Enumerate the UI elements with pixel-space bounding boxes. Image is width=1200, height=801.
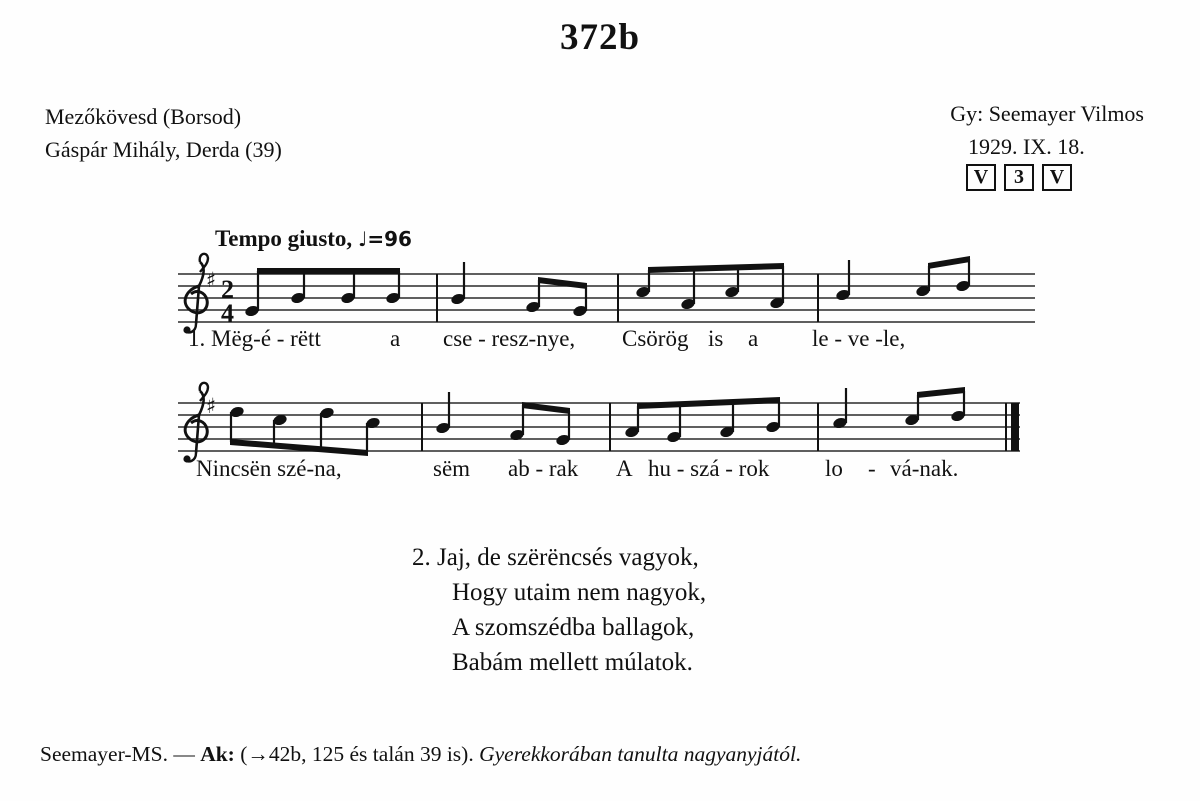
lyric-syllable: sëm bbox=[433, 456, 471, 481]
lyric-syllable: Nincsën szé-na, bbox=[196, 456, 342, 481]
header-left bbox=[45, 100, 282, 166]
lyrics-line-2 bbox=[0, 456, 1200, 486]
lyric-syllable: cse - resz-nye, bbox=[443, 326, 576, 351]
key-signature-sharp: ♯ bbox=[206, 394, 217, 418]
class-mark-box: V bbox=[966, 164, 996, 191]
lyric-syllable: lo bbox=[825, 456, 843, 481]
measure-4-notes bbox=[832, 387, 966, 430]
class-mark-box: 3 bbox=[1004, 164, 1034, 191]
collector-text: Gy: Seemayer Vilmos bbox=[950, 101, 1144, 126]
lyric-syllable: Csörög bbox=[622, 326, 689, 351]
key-signature-sharp: ♯ bbox=[206, 268, 217, 292]
lyrics-line-1 bbox=[0, 326, 1200, 356]
page-title: 372b bbox=[559, 17, 641, 58]
footnote-dash: — bbox=[167, 742, 201, 766]
lyric-syllable: le - ve -le, bbox=[812, 326, 906, 351]
footnote-ak-label: Ak: bbox=[200, 742, 235, 766]
footnote-remark: Gyerekkorában tanulta nagyanyjától. bbox=[479, 742, 802, 766]
time-signature-upper: 2 bbox=[221, 275, 234, 304]
class-mark-box: V bbox=[1042, 164, 1072, 191]
lyric-syllable: a bbox=[748, 326, 759, 351]
footnote-ak-refs: (→42b, 125 és talán 39 is). bbox=[234, 742, 480, 766]
measure-3-notes bbox=[635, 263, 785, 311]
measure-1-notes bbox=[229, 405, 381, 456]
footnote bbox=[40, 742, 801, 767]
staff-lines bbox=[178, 403, 1020, 451]
lyric-syllable: is bbox=[708, 326, 724, 351]
lyric-syllable: A bbox=[616, 456, 633, 481]
lyric-syllable: ab - rak bbox=[508, 456, 579, 481]
time-signature-lower: 4 bbox=[221, 299, 234, 328]
verse-line: Babám mellett múlatok. bbox=[452, 649, 693, 676]
lyric-syllable: 1. Mëg-é - rëtt bbox=[188, 326, 321, 351]
verse-line: Hogy utaim nem nagyok, bbox=[452, 579, 707, 606]
lyric-syllable: vá-nak. bbox=[890, 456, 959, 481]
metronome-mark: ♩=96 bbox=[357, 227, 412, 251]
lyric-syllable: hu - szá - rok bbox=[648, 456, 770, 481]
lyric-syllable: - bbox=[868, 456, 876, 481]
tempo-label: Tempo giusto, bbox=[215, 226, 353, 251]
staff-lines bbox=[178, 274, 1035, 322]
location-text: Mezőkövesd (Borsod) bbox=[45, 104, 242, 129]
classification-marks bbox=[966, 164, 1080, 191]
verse-2 bbox=[412, 540, 706, 680]
measure-3-notes bbox=[624, 397, 781, 444]
verse-line: A szomszédba ballagok, bbox=[452, 614, 695, 641]
final-barline bbox=[1011, 403, 1019, 451]
measure-4-notes bbox=[835, 256, 971, 302]
performer-text: Gáspár Mihály, Derda (39) bbox=[45, 137, 282, 162]
date-text: 1929. IX. 18. bbox=[968, 134, 1085, 159]
verse-line: 2. Jaj, de szërëncsés vagyok, bbox=[412, 544, 699, 571]
lyric-syllable: a bbox=[390, 326, 401, 351]
footnote-source: Seemayer-MS. bbox=[40, 742, 168, 766]
